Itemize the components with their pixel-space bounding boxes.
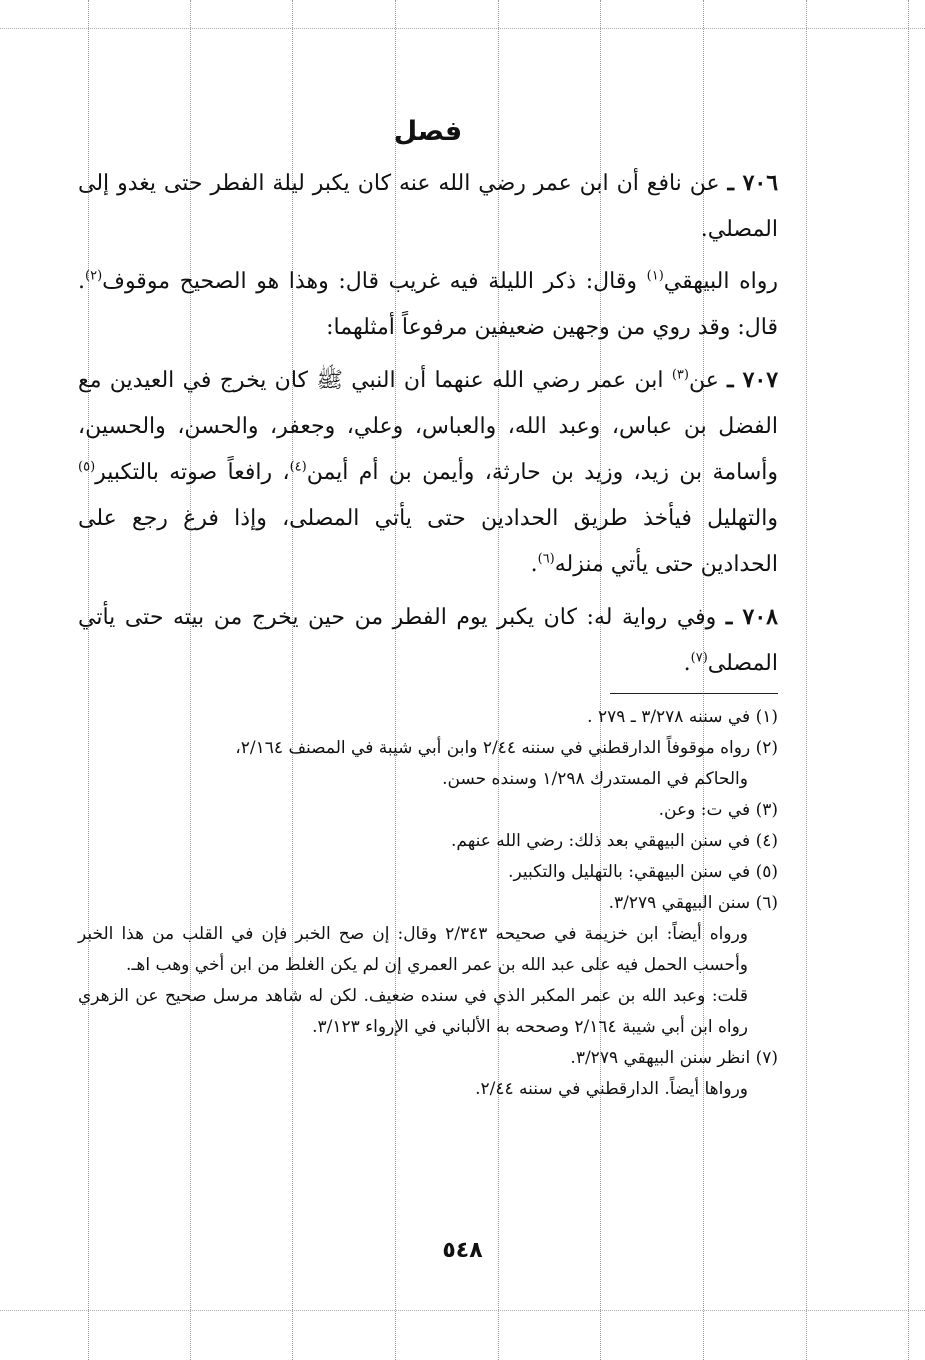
footnote-5: (٥) في سنن البيهقي: بالتهليل والتكبير.: [508, 862, 778, 882]
scan-guide-line: [0, 1310, 925, 1311]
footnote-2: (٢) رواه موقوفاً الدارقطني في سننه ٢/٤٤ وابن أبي شيبة في المصنف ٢/١٦٤،: [235, 738, 778, 758]
footnote-2-continued: والحاكم في المستدرك ١/٢٩٨ وسنده حسن.: [442, 769, 748, 789]
hadith-text: ابن عمر رضي الله عنهما أن النبي ﷺ كان يخرج في العيدين مع الفضل بن عباس، وعبد الله، والعباس، وعلي، وجعفر، والحسن، والحسين، وأسامة بن زيد، وزيد بن حارثة، وأيمن بن أم أيمن: [78, 368, 778, 485]
footnote-ref[interactable]: (٥): [78, 459, 96, 475]
footnote-ref[interactable]: (٣): [671, 367, 689, 383]
footnote-separator: [610, 693, 778, 694]
hadith-708: [78, 594, 778, 687]
hadith-text: والتهليل فيأخذ طريق الحدادين حتى يأتي المصلى، وإذا فرغ رجع على الحدادين حتى يأتي منزله: [78, 506, 778, 577]
footnote-ref[interactable]: (٤): [289, 459, 307, 475]
footnote-7: (٧) انظر سنن البيهقي ٣/٢٧٩.: [570, 1048, 778, 1068]
scan-guide-line: [806, 0, 807, 1360]
footnote-3: (٣) في ت: وعن.: [658, 800, 778, 820]
footnote-7-detail: ورواها أيضاً. الدارقطني في سننه ٢/٤٤.: [475, 1079, 748, 1099]
footnote-ref[interactable]: (٦): [537, 551, 555, 567]
hadith-706-commentary: [78, 259, 778, 351]
commentary-text: وقال: ذكر الليلة فيه غريب قال: وهذا هو الصحيح موقوف: [102, 269, 637, 294]
scan-guide-line: [0, 28, 925, 29]
page-number: ٥٤٨: [442, 1238, 483, 1263]
footnote-ref[interactable]: (٢): [85, 268, 103, 284]
footnote-6-remark: قلت: وعبد الله بن عمر المكبر الذي في سنده ضعيف. لكن له شاهد مرسل صحيح عن الزهري رواه ابن أبي شيبة ٢/١٦٤ وصححه به الألباني في الإرواء ٣/١٢٣.: [78, 986, 748, 1037]
hadith-text: عن نافع أن ابن عمر رضي الله عنه كان يكبر ليلة الفطر حتى يغدو إلى المصلي.: [78, 171, 778, 242]
commentary-text: . قال: وقد روي من وجهين ضعيفين مرفوعاً أمثلهما:: [78, 269, 778, 340]
scan-guide-line: [908, 0, 909, 1360]
hadith-text: عن: [688, 368, 719, 393]
footnote-ref[interactable]: (١): [646, 268, 664, 284]
hadith-number: ٧٠٧ ـ: [727, 367, 779, 393]
commentary-text: رواه البيهقي: [663, 269, 778, 294]
hadith-number: ٧٠٨ ـ: [725, 604, 778, 630]
hadith-707: [78, 357, 778, 588]
footnote-6: (٦) سنن البيهقي ٣/٢٧٩.: [608, 893, 778, 913]
footnote-ref[interactable]: (٧): [690, 650, 708, 666]
footnote-4: (٤) في سنن البيهقي بعد ذلك: رضي الله عنهم.: [451, 831, 778, 851]
footnotes: [78, 702, 778, 1105]
footnote-1: (١) في سننه ٣/٢٧٨ ـ ٢٧٩ .: [587, 707, 778, 727]
hadith-number: ٧٠٦ ـ: [727, 170, 779, 196]
hadith-text: .: [683, 651, 691, 676]
hadith-706: [78, 160, 778, 253]
hadith-text: .: [530, 552, 538, 577]
section-heading: فصل: [393, 116, 463, 147]
page-body: [78, 112, 778, 1105]
hadith-text: ، رافعاً صوته بالتكبير: [95, 460, 290, 485]
footnote-6-detail: ورواه أيضاً: ابن خزيمة في صحيحه ٢/٣٤٣ وقال: إن صح الخبر فإن في القلب من هذا الخبر وأحسب الحمل فيه على عبد الله بن عمر العمري إن لم يكن الغلط من ابن أخي وهب اهـ.: [78, 924, 748, 975]
hadith-text: وفي رواية له: كان يكبر يوم الفطر من حين يخرج من بيته حتى يأتي المصلى: [78, 605, 778, 676]
